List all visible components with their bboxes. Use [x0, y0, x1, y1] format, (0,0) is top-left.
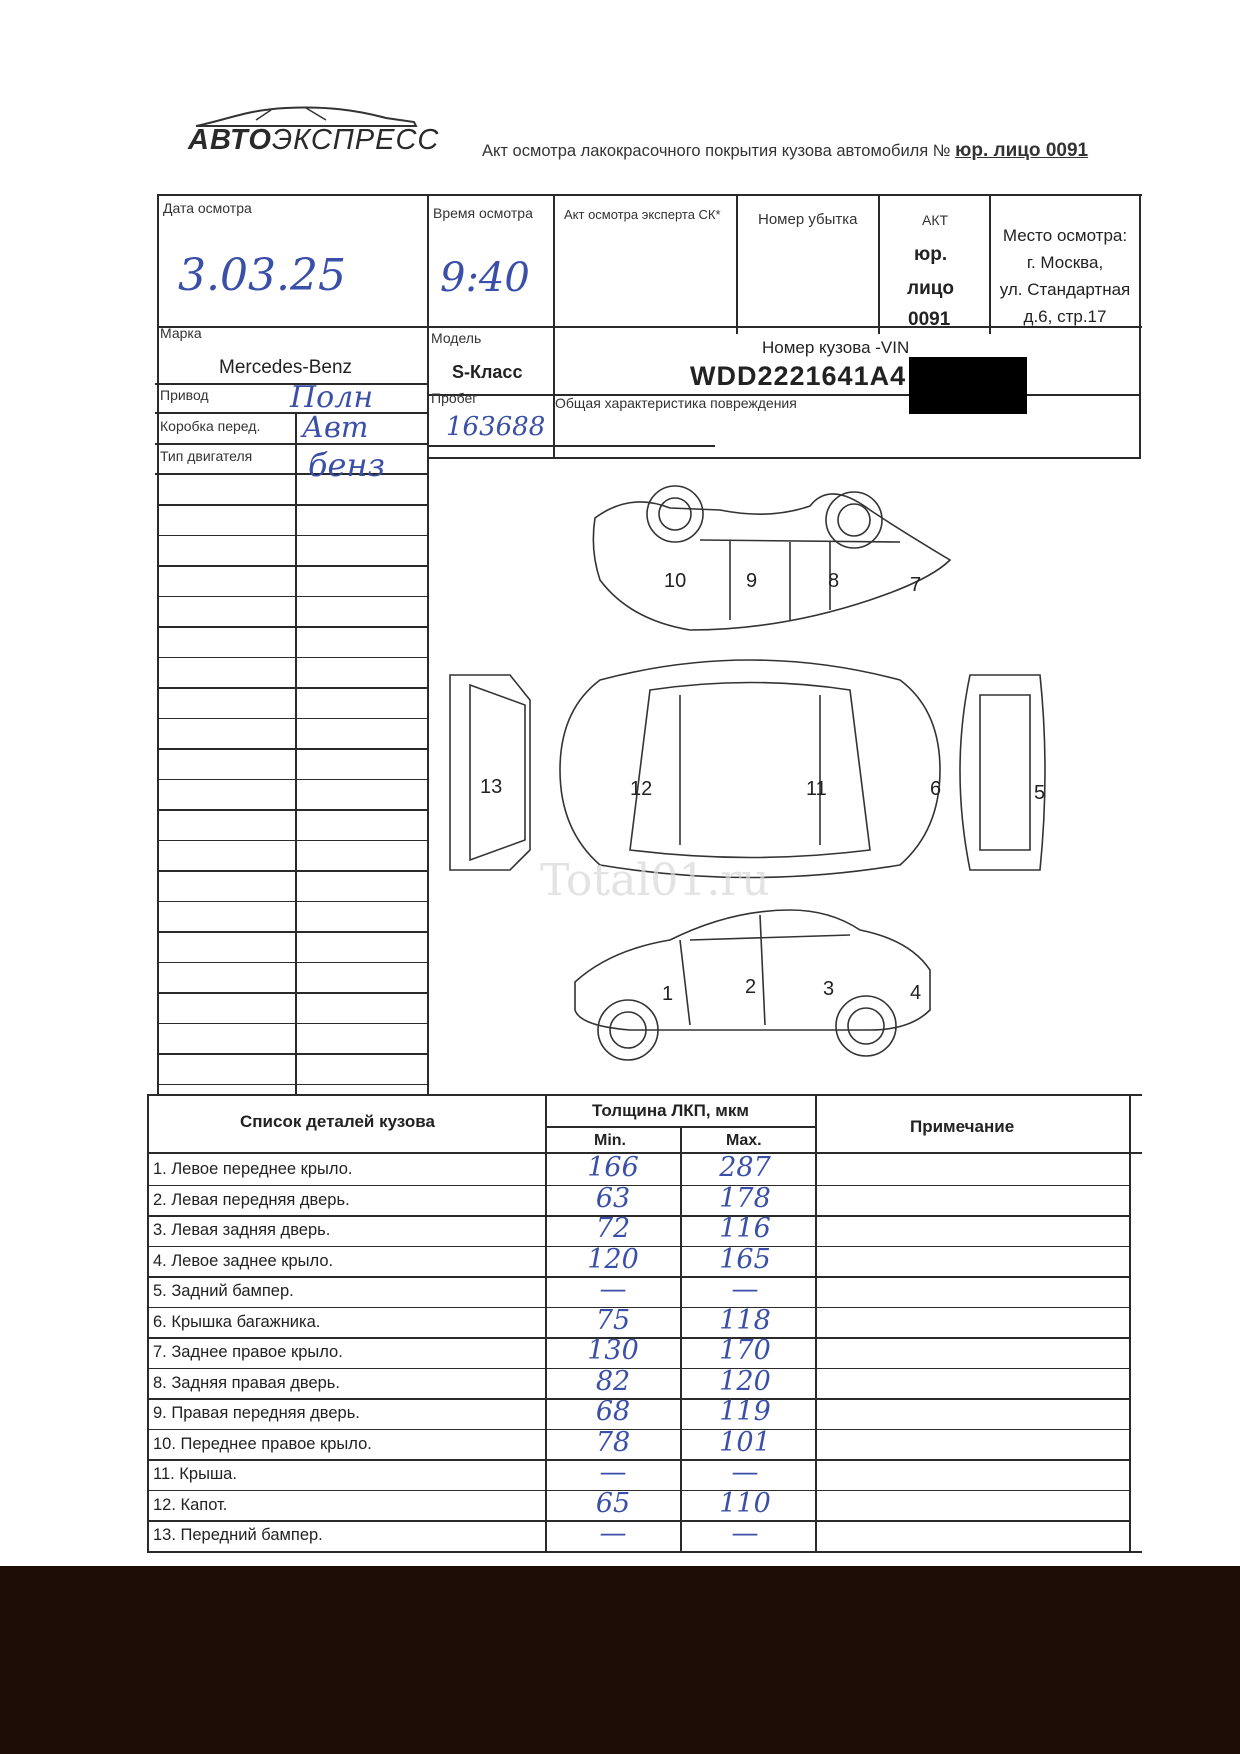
- act-label: АКТ: [922, 212, 949, 228]
- diagram-label-7: 7: [910, 574, 922, 596]
- blank-row-line: [157, 1023, 427, 1025]
- max-value: 165: [719, 1243, 771, 1275]
- brand-value: Mercedes-Benz: [219, 357, 353, 378]
- max-value: 110: [719, 1487, 771, 1519]
- drive-value: Полн: [290, 380, 374, 415]
- blank-row-line: [157, 535, 427, 537]
- diagram-label-5: 5: [1034, 782, 1046, 804]
- mileage-label: Пробег: [431, 390, 478, 406]
- min-value: 78: [595, 1426, 631, 1458]
- min-value: —: [599, 1274, 627, 1305]
- blank-row-line: [157, 748, 427, 750]
- min-value: 68: [595, 1396, 631, 1427]
- part-name: 10. Переднее правое крыло.: [153, 1434, 372, 1453]
- min-value: —: [599, 1518, 627, 1549]
- place-line-3: д.6, стр.17: [1023, 307, 1107, 326]
- car-outline-icon: [430, 470, 1140, 1090]
- diagram-label-6: 6: [930, 778, 942, 800]
- diagram-label-9: 9: [746, 570, 758, 592]
- blank-row-line: [157, 626, 427, 628]
- diagram-label-3: 3: [823, 978, 835, 1000]
- max-value: 170: [719, 1335, 771, 1366]
- engine-value: бенз: [308, 446, 385, 484]
- part-name: 8. Задняя правая дверь.: [153, 1373, 340, 1392]
- part-name: 5. Задний бампер.: [153, 1282, 294, 1300]
- blank-row-line: [157, 657, 427, 659]
- act-value-3: 0091: [908, 309, 951, 330]
- car-diagram: [430, 470, 1140, 1090]
- part-name: 9. Правая передняя дверь.: [153, 1404, 360, 1422]
- drive-label: Привод: [160, 387, 209, 403]
- min-value: 82: [595, 1365, 631, 1397]
- max-value: —: [731, 1518, 759, 1549]
- page-title: [482, 140, 1088, 162]
- part-name: 2. Левая передняя дверь.: [153, 1190, 350, 1209]
- max-value: —: [731, 1457, 759, 1488]
- max-value: 116: [719, 1213, 771, 1244]
- max-value: 101: [719, 1426, 771, 1458]
- diagram-label-10: 10: [664, 570, 687, 592]
- place-block: [992, 222, 1138, 330]
- vin-value: WDD2221641A4: [690, 361, 907, 391]
- blank-row-line: [157, 870, 427, 872]
- date-label: Дата осмотра: [163, 200, 252, 216]
- damage-label: Общая характеристика повреждения: [555, 395, 797, 411]
- blank-row-line: [157, 809, 427, 811]
- loss-label: Номер убытка: [758, 211, 858, 228]
- logo-bold: АВТО: [188, 124, 272, 156]
- blank-row-line: [157, 687, 427, 689]
- place-label: Место осмотра:: [1002, 226, 1128, 245]
- mileage-value: 163688: [446, 412, 546, 442]
- part-name: 13. Передний бампер.: [153, 1526, 323, 1544]
- part-name: 4. Левое заднее крыло.: [153, 1251, 334, 1270]
- min-value: —: [599, 1457, 627, 1488]
- act-value-2: лицо: [907, 278, 955, 299]
- max-value: 118: [719, 1304, 771, 1336]
- min-value: 120: [587, 1243, 639, 1275]
- blank-row-line: [157, 1053, 427, 1055]
- part-name: 6. Крышка багажника.: [153, 1312, 321, 1331]
- col-thickness-header: Толщина ЛКП, мкм: [592, 1101, 749, 1120]
- blank-row-line: [157, 718, 427, 720]
- blank-row-line: [157, 992, 427, 994]
- col-parts-header: Список деталей кузова: [240, 1112, 435, 1131]
- place-line-1: г. Москва,: [1026, 253, 1104, 272]
- part-name: 7. Заднее правое крыло.: [153, 1343, 343, 1361]
- max-value: 178: [719, 1182, 771, 1214]
- min-value: 63: [595, 1182, 631, 1214]
- diagram-label-4: 4: [910, 982, 922, 1004]
- part-name: 1. Левое переднее крыло.: [153, 1160, 353, 1178]
- min-value: 130: [587, 1335, 639, 1366]
- model-label: Модель: [431, 330, 482, 346]
- blank-row-line: [157, 901, 427, 903]
- max-value: —: [731, 1274, 759, 1305]
- vin-redaction: [909, 357, 1027, 414]
- blank-row-line: [157, 962, 427, 964]
- time-value: 9:40: [440, 255, 530, 301]
- footer-redaction: [0, 1566, 1240, 1754]
- brand-label: Марка: [160, 325, 202, 341]
- min-value: 75: [595, 1304, 631, 1336]
- blank-row-line: [157, 840, 427, 842]
- gearbox-label: Коробка перед.: [160, 418, 261, 434]
- vin-label: Номер кузова -VIN: [762, 338, 910, 357]
- col-min-header: Min.: [594, 1132, 626, 1149]
- max-value: 119: [719, 1396, 771, 1427]
- diagram-label-2: 2: [745, 976, 757, 998]
- logo-thin: ЭКСПРЕСС: [271, 124, 440, 156]
- part-name: 3. Левая задняя дверь.: [153, 1221, 331, 1239]
- time-label: Время осмотра: [433, 205, 533, 221]
- diagram-label-13: 13: [480, 776, 503, 798]
- part-name: 12. Капот.: [153, 1495, 228, 1514]
- blank-row-line: [157, 779, 427, 781]
- model-value: S-Класс: [452, 362, 523, 382]
- place-line-2: ул. Стандартная: [999, 280, 1131, 299]
- min-value: 72: [595, 1213, 631, 1244]
- col-max-header: Max.: [726, 1132, 762, 1149]
- engine-label: Тип двигателя: [160, 448, 253, 464]
- min-value: 166: [587, 1152, 639, 1183]
- blank-row-line: [157, 504, 427, 506]
- gearbox-value: Авт: [302, 410, 369, 444]
- blank-row-line: [157, 565, 427, 567]
- diagram-label-8: 8: [828, 570, 840, 592]
- diagram-label-11: 11: [806, 778, 827, 800]
- min-value: 65: [595, 1487, 631, 1519]
- max-value: 287: [719, 1152, 771, 1183]
- logo: [186, 100, 440, 160]
- blank-row-line: [157, 1084, 427, 1086]
- col-note-header: Примечание: [910, 1117, 1015, 1136]
- blank-row-line: [157, 931, 427, 933]
- date-value: 3.03.25: [178, 250, 346, 301]
- diagram-label-12: 12: [630, 778, 653, 800]
- title-text: Акт осмотра лакокрасочного покрытия кузова автомобиля №: [482, 142, 951, 160]
- expert-label: Акт осмотра эксперта СК*: [564, 207, 721, 222]
- part-name: 11. Крыша.: [153, 1465, 237, 1483]
- watermark: Total01.ru: [540, 855, 770, 906]
- diagram-label-1: 1: [662, 983, 674, 1005]
- act-value-1: юр.: [914, 244, 948, 265]
- max-value: 120: [719, 1365, 771, 1397]
- blank-row-line: [157, 596, 427, 598]
- act-number: юр. лицо 0091: [955, 140, 1089, 161]
